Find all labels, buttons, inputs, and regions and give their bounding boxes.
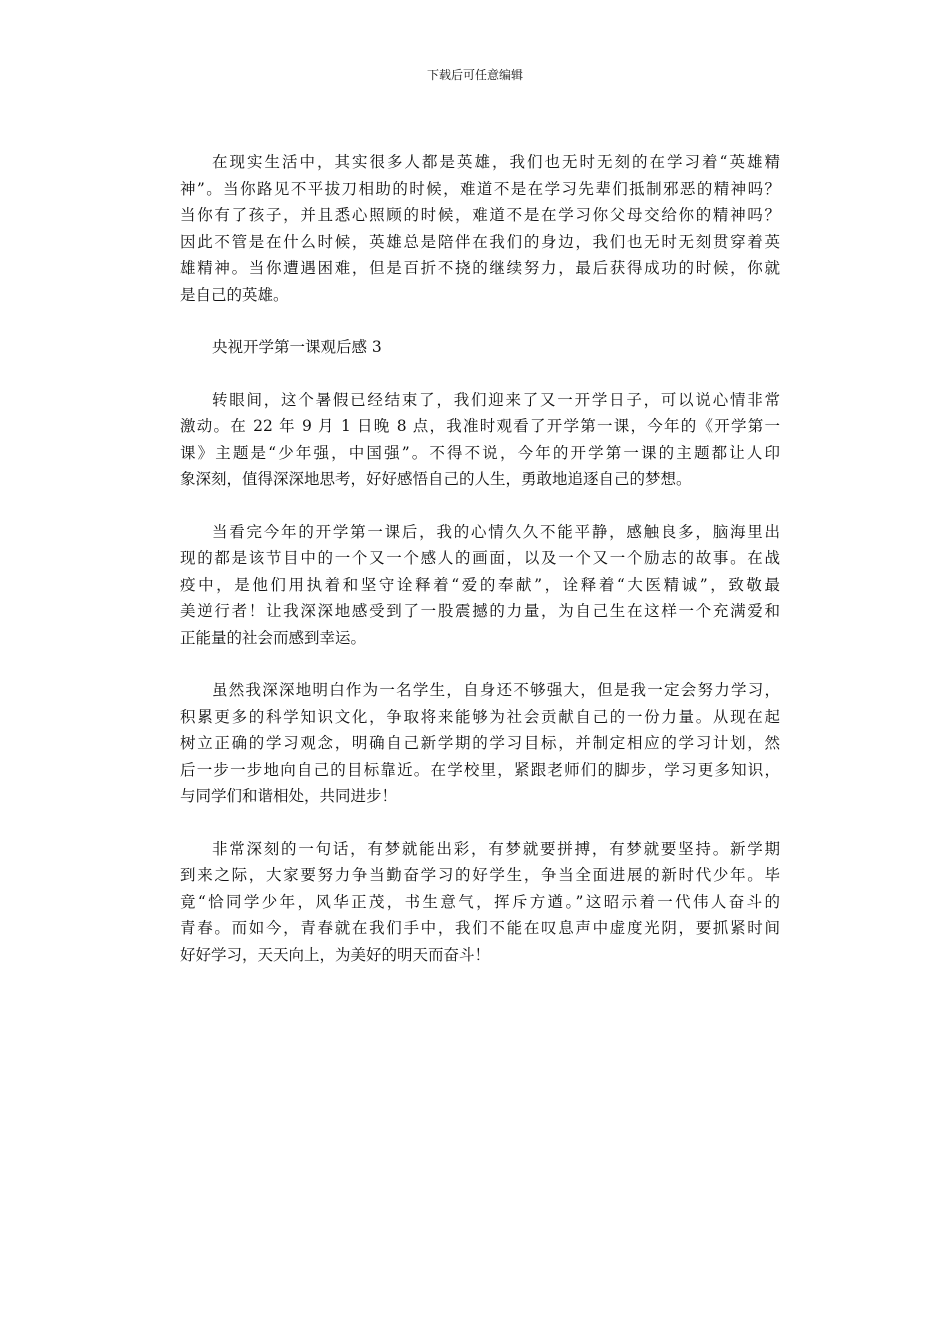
paragraph-4 [180, 677, 780, 810]
paragraph-line: 是自己的英雄。 [180, 285, 289, 304]
paragraph-1 [180, 149, 780, 308]
paragraph-line: 在现实生活中，其实很多人都是英雄，我们也无时无刻的在学习着“英雄精 [212, 153, 780, 171]
paragraph-line: 正能量的社会而感到幸运。 [180, 628, 367, 647]
page-header: 下载后可任意编辑 [426, 68, 523, 82]
paragraph-line: 雄精神。当你遭遇困难，但是百折不挠的继续努力，最后获得成功的时候，你就 [180, 259, 780, 277]
paragraph-line: 神”。当你路见不平拔刀相助的时候，难道不是在学习先辈们抵制邪恶的精神吗？ [180, 179, 780, 198]
paragraph-line: 到来之际，大家要努力争当勤奋学习的好学生，争当全面进展的新时代少年。毕 [180, 866, 780, 884]
paragraph-line: 积累更多的科学知识文化，争取将来能够为社会贡献自己的一份力量。从现在起 [180, 707, 780, 726]
paragraph-line: 激动。在 22 年 9 月 1 日晚 8 点，我准时观看了开学第一课，今年的《开学第一 [180, 417, 780, 435]
paragraph-line: 美逆行者！让我深深地感受到了一股震撼的力量，为自己生在这样一个充满爱和 [180, 602, 780, 620]
paragraph-3 [180, 519, 780, 652]
paragraph-line: 当你有了孩子，并且悉心照顾的时候，难道不是在学习你父母交给你的精神吗？ [180, 206, 780, 224]
paragraph-line: 课》主题是“少年强，中国强”。不得不说，今年的开学第一课的主题都让人印 [180, 443, 780, 462]
paragraph-line: 象深刻，值得深深地思考，好好感悟自己的人生，勇敢地追逐自己的梦想。 [180, 470, 692, 488]
paragraph-line: 转眼间，这个暑假已经结束了，我们迎来了又一开学日子，可以说心情非常 [212, 390, 780, 409]
paragraph-line: 竟“恰同学少年，风华正茂，书生意气，挥斥方遒。”这昭示着一代伟人奋斗的 [180, 892, 780, 911]
paragraph-line: 因此不管是在什么时候，英雄总是陪伴在我们的身边，我们也无时无刻贯穿着英 [180, 232, 780, 251]
section-heading: 央视开学第一课观后感 3 [212, 338, 382, 356]
paragraph-line: 与同学们和谐相处，共同进步！ [180, 787, 398, 805]
paragraph-line: 虽然我深深地明白作为一名学生，自身还不够强大，但是我一定会努力学习， [212, 681, 780, 699]
paragraph-line: 非常深刻的一句话，有梦就能出彩，有梦就要拼搏，有梦就要坚持。新学期 [212, 839, 780, 858]
paragraph-line: 后一步一步地向自己的目标靠近。在学校里，紧跟老师们的脚步，学习更多知识， [180, 760, 780, 779]
paragraph-line: 当看完今年的开学第一课后，我的心情久久不能平静，感触良多，脑海里出 [212, 522, 780, 541]
paragraph-5 [180, 836, 780, 969]
paragraph-line: 树立正确的学习观念，明确自己新学期的学习目标，并制定相应的学习计划，然 [180, 734, 780, 752]
paragraph-line: 疫中，是他们用执着和坚守诠释着“爱的奉献”，诠释着“大医精诚”，致敬最 [180, 575, 780, 594]
document-body [180, 149, 780, 994]
paragraph-2 [180, 387, 780, 493]
paragraph-line: 青春。而如今，青春就在我们手中，我们不能在叹息声中虚度光阴，要抓紧时间 [180, 919, 780, 937]
paragraph-line: 现的都是该节目中的一个又一个感人的画面，以及一个又一个励志的故事。在战 [180, 549, 780, 567]
paragraph-line: 好好学习，天天向上，为美好的明天而奋斗！ [180, 945, 491, 964]
